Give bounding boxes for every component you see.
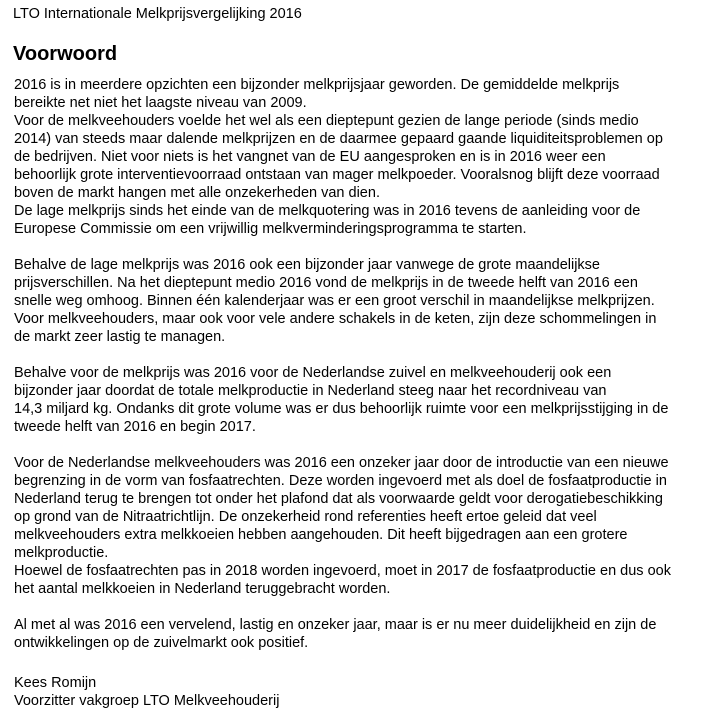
text-line: boven de markt hangen met alle onzekerheden van dien.	[14, 185, 380, 201]
text-line: 2016 is in meerdere opzichten een bijzonder melkprijsjaar geworden. De gemiddelde melkprijs	[14, 77, 620, 93]
text-line: Behalve voor de melkprijs was 2016 voor de Nederlandse zuivel en melkveehouderij ook een	[14, 365, 612, 381]
signature-role: Voorzitter vakgroep LTO Melkveehouderij	[14, 693, 280, 709]
paragraph-2	[14, 256, 714, 346]
text-line: 2014) van steeds maar dalende melkprijzen en de daarmee gepaard gaande liquiditeitsproblemen op	[14, 131, 663, 147]
text-line: Europese Commissie om een vrijwillig melkverminderingsprogramma te starten.	[14, 221, 527, 237]
text-line: op grond van de Nitraatrichtlijn. De onzekerheid rond referenties heeft ertoe geleid dat veel	[14, 509, 597, 525]
section-title: Voorwoord	[13, 43, 118, 65]
text-line: melkproductie.	[14, 545, 109, 561]
text-line: bijzonder jaar doordat de totale melkproductie in Nederland steeg naar het recordniveau van	[14, 383, 607, 399]
text-line: 14,3 miljard kg. Ondanks dit grote volume was er dus behoorlijk ruimte voor een melkprijsstijging in de	[14, 401, 669, 417]
text-line: Voor melkveehouders, maar ook voor vele andere schakels in de keten, zijn deze schommelingen in	[14, 311, 657, 327]
text-line: Al met al was 2016 een vervelend, lastig en onzeker jaar, maar is er nu meer duidelijkheid en zijn de	[14, 617, 657, 633]
paragraph-4	[14, 454, 714, 598]
text-line: het aantal melkkoeien in Nederland teruggebracht worden.	[14, 581, 391, 597]
text-line: De lage melkprijs sinds het einde van de melkquotering was in 2016 tevens de aanleiding voor de	[14, 203, 641, 219]
text-line: de bedrijven. Niet voor niets is het vangnet van de EU aangesproken en is in 2016 weer een	[14, 149, 606, 165]
text-line: prijsverschillen. Na het dieptepunt medio 2016 vond de melkprijs in de tweede helft van 2016 een	[14, 275, 638, 291]
signature-name: Kees Romijn	[14, 675, 97, 691]
text-line: Behalve de lage melkprijs was 2016 ook een bijzonder jaar vanwege de grote maandelijkse	[14, 257, 600, 273]
text-line: de markt zeer lastig te managen.	[14, 329, 226, 345]
text-line: Voor de melkveehouders voelde het wel als een dieptepunt gezien de lange periode (sinds medio	[14, 113, 639, 129]
text-line: snelle weg omhoog. Binnen één kalenderjaar was er een groot verschil in maandelijkse melkprijzen.	[14, 293, 655, 309]
paragraph-1	[14, 76, 714, 238]
text-line: bereikte net niet het laagste niveau van 2009.	[14, 95, 307, 111]
paragraph-5	[14, 616, 714, 652]
paragraph-3	[14, 364, 714, 436]
signature-block	[14, 674, 279, 710]
text-line: tweede helft van 2016 en begin 2017.	[14, 419, 256, 435]
text-line: ontwikkelingen op de zuivelmarkt ook positief.	[14, 635, 309, 651]
text-line: Hoewel de fosfaatrechten pas in 2018 worden ingevoerd, moet in 2017 de fosfaatproductie en dus ook	[14, 563, 671, 579]
text-line: Nederland terug te brengen tot onder het plafond dat als voorwaarde geldt voor derogatiebeschikking	[14, 491, 663, 507]
text-line: Voor de Nederlandse melkveehouders was 2016 een onzeker jaar door de introductie van een nieuwe	[14, 455, 669, 471]
running-header: LTO Internationale Melkprijsvergelijking 2016	[13, 6, 302, 22]
text-line: melkveehouders extra melkkoeien hebben aangehouden. Dit heeft bijgedragen aan een grotere	[14, 527, 628, 543]
text-line: begrenzing in de vorm van fosfaatrechten. Deze worden ingevoerd met als doel de fosfaatproductie in	[14, 473, 667, 489]
text-line: behoorlijk grote interventievoorraad ontstaan van mager melkpoeder. Vooralsnog blijft deze voorraad	[14, 167, 660, 183]
body-text	[14, 76, 714, 670]
